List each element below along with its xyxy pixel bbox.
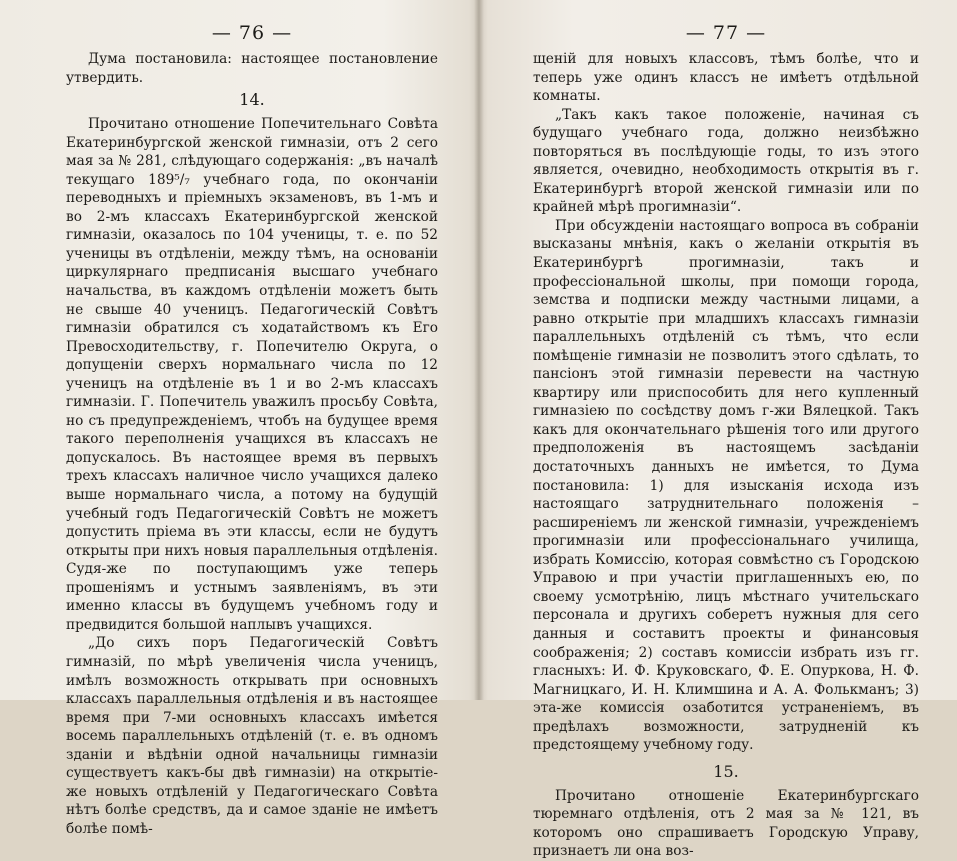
left-page-number: — 76 — [211, 22, 293, 44]
left-paragraph-2: Прочитано отношение Попечительнаго Совѣта Екатеринбургской женской гимназіи, отъ 2 сего мая за № 281, слѣдующаго содержанія: „въ началѣ текущаго 189⁵/₇ учебнаго года, по окончаніи переводныхъ и пріемныхъ экзаменовъ, въ 1-мъ и во 2-мъ классахъ Екатеринбургской женской гимназіи, оказалось по 104 ученицы, т. е. по 52 ученицы въ отдѣленіи, между тѣмъ, на основаніи циркулярнаго предписанія высшаго учебнаго начальства, въ каждомъ отдѣленіи можетъ быть не свыше 40 ученицъ. Педагогическій Совѣтъ гимназіи обратился съ ходатайствомъ къ Его Превосходительству, г. Попечителю Округа, о допущеніи сверхъ нормальнаго числа по 12 ученицъ на отдѣленіе въ 1 и во 2-мъ классахъ гимназіи. Г. Попечитель уважилъ просьбу Совѣта, но съ предупрежденіемъ, чтобъ на будущее время такого переполненія учащихся въ классахъ не допускалось. Въ настоящее время въ первыхъ трехъ классахъ наличное число учащихся далеко выше нормальнаго числа, а потому на будущій учебный годъ Педагогическій Совѣтъ не можетъ допустить пріема въ эти классы, если не будутъ открыты при нихъ новыя параллельныя отдѣленія. Судя-же по поступающимъ уже теперь прошеніямъ и устнымъ заявленіямъ, въ эти именно классы въ будущемъ учебномъ году и предвидится большой наплывъ учащихся. [66, 116, 438, 633]
left-page [0, 0, 478, 837]
right-page-body [533, 50, 919, 861]
section-heading-14: 14. [239, 90, 265, 110]
left-paragraph-1: Дума постановила: настоящее постановление утвердить. [66, 51, 438, 86]
right-paragraph-2: „Такъ какъ такое положеніе, начиная съ будущаго учебнаго года, должно неизбѣжно повторяться въ послѣдующіе годы, то изъ этого является, очевидно, необходимость открытія въ г. Екатеринбургѣ второй женской гимназіи или по крайней мѣрѣ прогимназіи“. [533, 106, 919, 216]
right-page-number: — 77 — [685, 22, 767, 44]
left-paragraph-3: „До сихъ поръ Педагогическій Совѣтъ гимназій, по мѣрѣ увеличенія числа ученицъ, имѣлъ возможность открывать при основныхъ классахъ параллельныя отдѣленія и въ настоящее время при 7-ми основныхъ классахъ имѣется восемь параллельныхъ отдѣленій (т. е. въ одномъ зданіи и вѣдѣніи одной начальницы гимназіи существуетъ какъ-бы двѣ гимназіи) на открытіе-же новыхъ отдѣленій у Педагогическаго Совѣта нѣтъ болѣе средствъ, да и самое зданіе не имѣетъ болѣе помѣ- [66, 635, 438, 837]
left-page-body [66, 50, 438, 838]
right-paragraph-4: Прочитано отношеніе Екатеринбургскаго тюремнаго отдѣленія, отъ 2 мая за № 121, въ которомъ оно спрашиваетъ Городскую Управу, признаетъ ли она воз- [533, 787, 919, 860]
right-page [479, 0, 957, 860]
right-paragraph-1: щеній для новыхъ классовъ, тѣмъ болѣе, что и теперь уже одинъ классъ не имѣетъ отдѣльной комнаты. [533, 51, 919, 105]
right-paragraph-3: При обсужденіи настоящаго вопроса въ собраніи высказаны мнѣнія, какъ о желаніи открытія въ Екатеринбургѣ прогимназіи, такъ и профессіональной школы, при помощи города, земства и подписки между частными лицами, а равно открытіе при младшихъ классахъ гимназіи параллельныхъ отдѣленій съ тѣмъ, что если помѣщеніе гимназіи не позволитъ этого сдѣлать, то пансіонъ этой гимназіи перевести на частную квартиру или приспособить для него купленный гимназіею по сосѣдству домъ г-жи Вялецкой. Такъ какъ для окончательнаго рѣшенія того или другого предположенія въ настоящемъ засѣданіи достаточныхъ данныхъ не имѣется, то Дума постановила: 1) для изысканія исхода изъ настоящаго затруднительнаго положенія – расширеніемъ ли женской гимназіи, учрежденіемъ прогимназіи или профессіональнаго училища, избрать Комиссію, которая совмѣстно съ Городскою Управою и при участіи приглашенныхъ ею, по своему усмотрѣнію, лицъ мѣстнаго учительскаго персонала и другихъ соберетъ нужныя для сего данныя и составитъ проекты и финансовыя соображенія; 2) составъ комиссіи избрать изъ гг. гласныхъ: И. Ф. Круковскаго, Ф. Е. Опуркова, Н. Ф. Магницкаго, И. Н. Климшина и А. А. Фолькманъ; 3) эта-же комиссія озаботится устраненіемъ, въ предѣлахъ возможности, затрудненій къ предстоящему учебному году. [533, 217, 919, 754]
section-heading-15: 15. [713, 761, 739, 781]
